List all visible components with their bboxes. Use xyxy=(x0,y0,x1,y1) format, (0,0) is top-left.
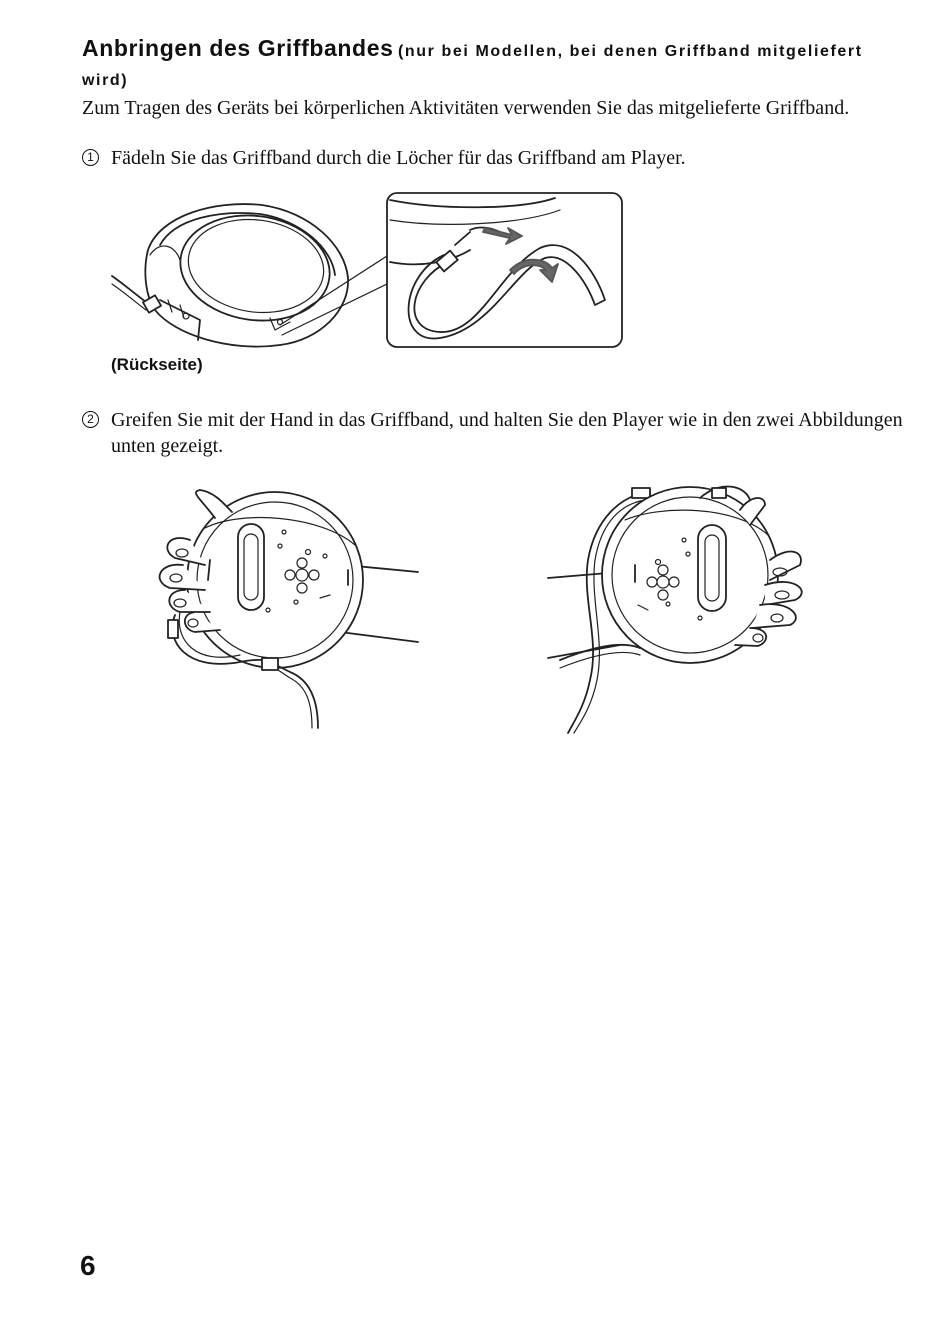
intro-paragraph: Zum Tragen des Geräts bei körperlichen Aktivitäten verwenden Sie das mitgelieferte Griffband. xyxy=(82,97,850,119)
step-2-text: Greifen Sie mit der Hand in das Griffband, und halten Sie den Player wie in den zwei Abbildungen unten gezeigt. xyxy=(111,409,903,457)
page-number: 6 xyxy=(80,1250,96,1281)
section-title: Anbringen des Griffbandes xyxy=(82,35,394,61)
step-2-number: 2 xyxy=(82,411,99,428)
figure-1-caption: (Rückseite) xyxy=(111,355,203,374)
step-1-number: 1 xyxy=(82,149,99,166)
step-1-text: Fädeln Sie das Griffband durch die Löcher für das Griffband am Player. xyxy=(111,147,686,169)
section-title-note: (nur bei Modellen, bei denen Griffband mitgeliefert wird) xyxy=(82,43,863,89)
